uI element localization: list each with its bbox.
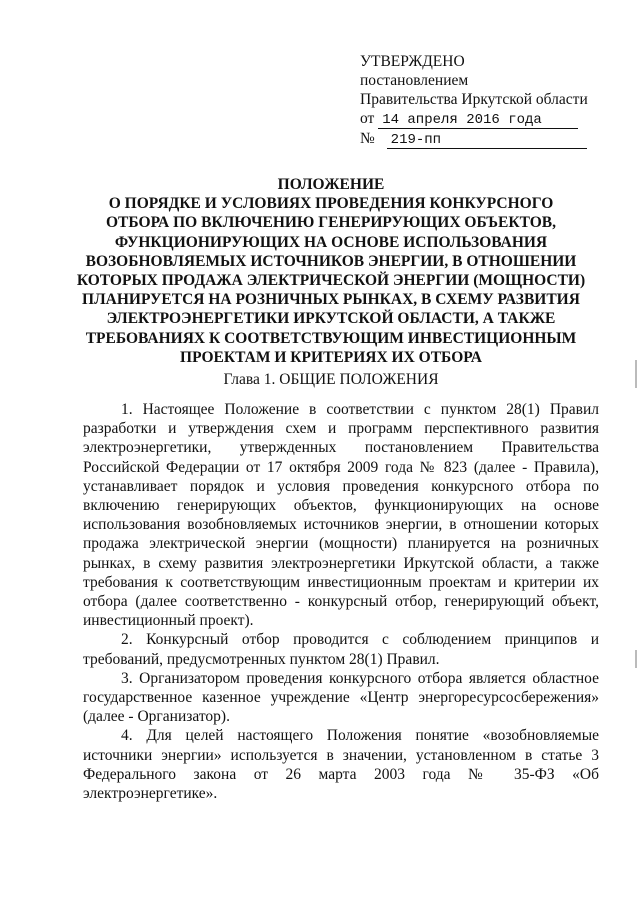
paragraph-line: (далее - Организатор). [83,708,230,726]
scan-edge-mark [635,650,637,668]
approval-date-row [360,109,600,129]
title-line: ПОЛОЖЕНИЕ [277,176,385,193]
paragraph-line: 2. Конкурсный отбор проводится с соблюдением принципов и [121,631,599,649]
approval-resolution: постановлением [360,72,469,89]
document-title [60,175,602,367]
paragraph-line: отбора (далее соответственно - конкурсный отбор, генерирующий объект, [83,593,599,611]
approval-government: Правительства Иркутской области [360,91,588,108]
title-line: ФУНКЦИОНИРУЮЩИХ НА ОСНОВЕ ИСПОЛЬЗОВАНИЯ [114,233,548,251]
document-body [83,400,599,803]
title-line: КОТОРЫХ ПРОДАЖА ЭЛЕКТРИЧЕСКОЙ ЭНЕРГИИ (МОЩНОСТИ) [76,272,586,290]
paragraph-line: инвестиционный проект). [83,612,254,630]
approval-number-value: 219-пп [387,132,587,149]
paragraph-line: государственное казенное учреждение «Центр энергоресурсосбережения» [83,689,599,707]
paragraph-line: требования к соответствующим инвестиционным проектам и критерии их [83,573,599,591]
paragraph-3 [83,669,599,727]
paragraph-line: 1. Настоящее Положение в соответствии с пунктом 28(1) Правил [121,401,599,418]
title-line: ТРЕБОВАНИЯХ К СООТВЕТСТВУЮЩИМ ИНВЕСТИЦИОННЫМ [85,329,577,347]
approval-block [360,52,600,149]
title-line: ЭЛЕКТРОЭНЕРГЕТИКИ ИРКУТСКОЙ ОБЛАСТИ, А ТАКЖЕ [106,310,556,328]
paragraph-line: электроэнергетики, утвержденных постановлением Правительства [83,439,599,457]
paragraph-line: использования возобновляемых источников энергии, в отношении которых [83,516,599,534]
paragraph-line: источники энергии» используется в значении, установленном в статье 3 [83,746,599,764]
paragraph-line: разработки и утверждения схем и программ перспективного развития [83,420,599,438]
paragraph-line: 4. Для целей настоящего Положения понятие «возобновляемые [121,727,599,745]
title-line: ВОЗОБНОВЛЯЕМЫХ ИСТОЧНИКОВ ЭНЕРГИИ, В ОТНОШЕНИИ [85,252,577,270]
approval-date-value: 14 апреля 2016 года [378,112,578,129]
title-line: ПЛАНИРУЕТСЯ НА РОЗНИЧНЫХ РЫНКАХ, В СХЕМУ РАЗВИТИЯ [82,291,580,309]
approval-date-prefix: от [360,110,375,127]
approval-number-prefix: № [360,130,375,147]
chapter-heading: Глава 1. ОБЩИЕ ПОЛОЖЕНИЯ [223,371,439,388]
paragraph-2 [83,630,599,668]
title-line: О ПОРЯДКЕ И УСЛОВИЯХ ПРОВЕДЕНИЯ КОНКУРСНОГО [108,195,554,213]
paragraph-line: Российской Федерации от 17 октября 2009 года № 823 (далее - Правила), [83,458,599,476]
approval-approved: УТВЕРЖДЕНО [360,53,465,70]
paragraph-line: Федерального закона от 26 марта 2003 года № 35-ФЗ «Об [83,765,599,783]
paragraph-line: устанавливает порядок и условия проведения конкурсного отбора по [83,477,599,495]
paragraph-line: рынках, в схему развития электроэнергетики Иркутской области, а также [83,554,599,572]
scan-edge-mark [635,360,637,388]
title-line: ПРОЕКТАМ И КРИТЕРИЯХ ИХ ОТБОРА [180,348,482,366]
paragraph-line: включению генерирующих объектов, функционирующих на основе [83,497,599,515]
title-line: ОТБОРА ПО ВКЛЮЧЕНИЮ ГЕНЕРИРУЮЩИХ ОБЪЕКТОВ, [105,214,556,232]
paragraph-line: продажа электрической энергии (мощности) планируется на розничных [83,535,599,553]
approval-number-row [360,129,600,149]
paragraph-line: 3. Организатором проведения конкурсного отбора является областное [121,669,599,687]
paragraph-line: электроэнергетике». [83,785,218,803]
paragraph-4 [83,726,599,803]
paragraph-1 [83,400,599,630]
paragraph-line: требований, предусмотренных пунктом 28(1) Правил. [83,650,440,668]
